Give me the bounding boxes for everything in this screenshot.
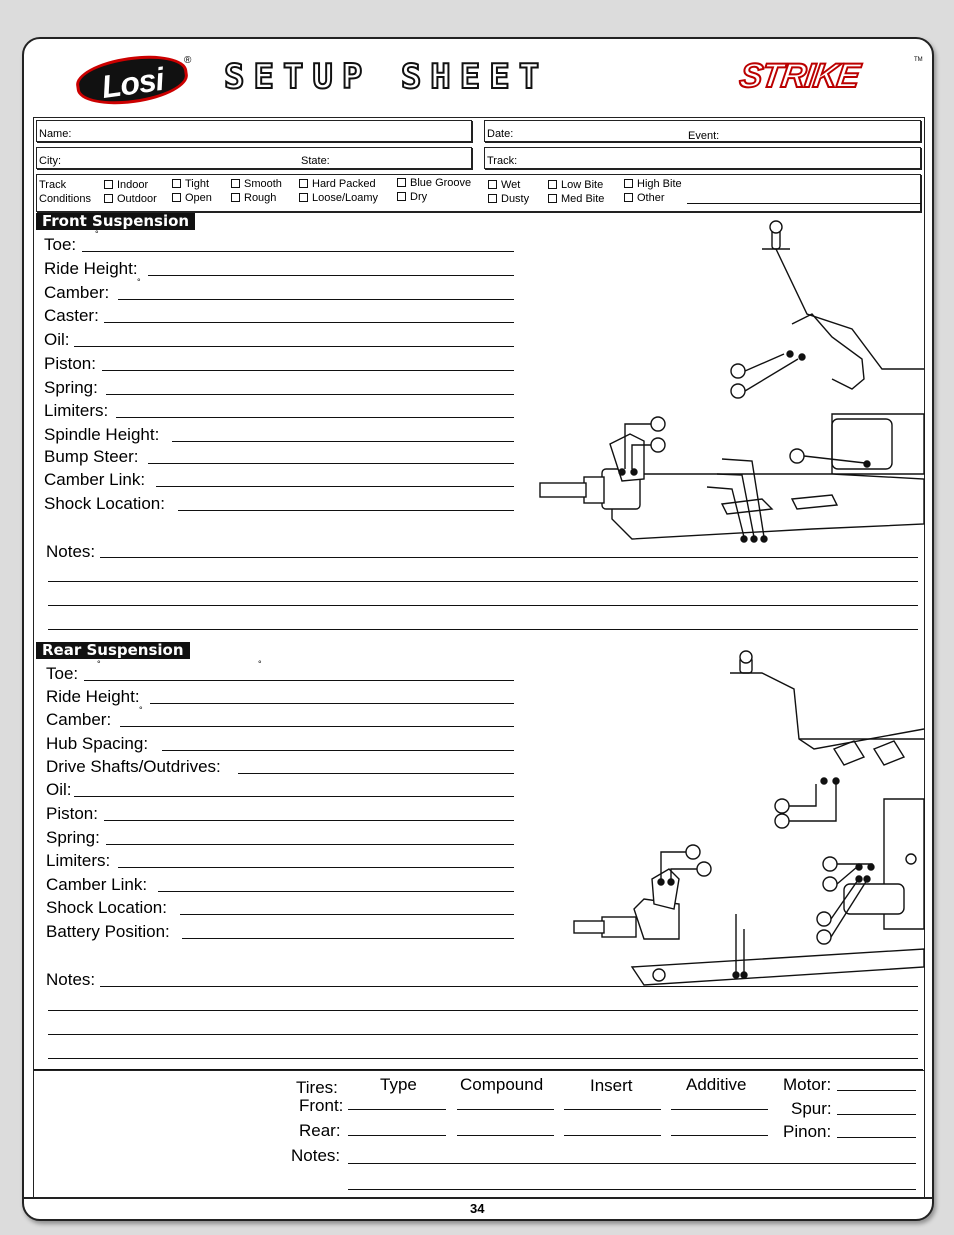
- front-field-label: Camber Link:: [44, 470, 146, 489]
- front-notes-label: Notes:: [46, 542, 96, 561]
- front-field-label: Piston:: [44, 354, 96, 373]
- rear-field-label: Battery Position:: [46, 922, 170, 941]
- event-label: Event:: [688, 130, 720, 142]
- tires-notes-line[interactable]: [348, 1180, 916, 1190]
- rear-field-label: Camber Link:: [46, 875, 148, 894]
- front-insert-line[interactable]: [564, 1103, 661, 1110]
- checkbox-wet[interactable]: Wet: [488, 179, 520, 191]
- conditions-label-conditions: Conditions: [39, 193, 91, 205]
- setup-sheet-page: [22, 37, 934, 1221]
- checkbox-indoor[interactable]: Indoor: [104, 179, 148, 191]
- front-field-label: Bump Steer:: [44, 447, 139, 466]
- front-field-line[interactable]: [148, 263, 514, 276]
- rear-field-line[interactable]: [84, 668, 514, 681]
- rear-field-line[interactable]: [182, 926, 514, 939]
- rear-field-line[interactable]: [106, 832, 514, 845]
- front-field-label: Limiters:: [44, 401, 109, 420]
- tires-label: Tires:: [296, 1078, 338, 1097]
- front-additive-line[interactable]: [671, 1103, 768, 1110]
- front-field-label: Oil:: [44, 330, 70, 349]
- rear-field-label: Oil:: [46, 780, 72, 799]
- rear-notes-line[interactable]: [48, 1044, 918, 1059]
- front-field-label: Ride Height:: [44, 259, 138, 278]
- rear-additive-line[interactable]: [671, 1129, 768, 1136]
- rear-field-label: Spring:: [46, 828, 100, 847]
- trademark-mark: TM: [914, 57, 923, 63]
- front-field-line[interactable]: [74, 334, 514, 347]
- rear-field-label: Ride Height:: [46, 687, 140, 706]
- page-title: SETUP SHEET: [224, 57, 549, 97]
- checkbox-outdoor[interactable]: Outdoor: [104, 193, 157, 205]
- rear-field-label: Camber:: [46, 710, 112, 729]
- front-type-line[interactable]: [348, 1103, 446, 1110]
- rear-field-line[interactable]: [158, 879, 514, 892]
- conditions-label-track: Track: [39, 179, 67, 191]
- front-notes-line[interactable]: [48, 615, 918, 630]
- track-conditions-box: [36, 174, 921, 212]
- checkbox-tight[interactable]: Tight: [172, 178, 209, 190]
- city-state-field[interactable]: [36, 147, 472, 169]
- checkbox-open[interactable]: Open: [172, 192, 212, 204]
- rear-field-line[interactable]: [74, 784, 514, 797]
- tires-notes-line[interactable]: [348, 1154, 916, 1164]
- degree-mark: °: [95, 229, 99, 239]
- page-number: 34: [470, 1201, 485, 1216]
- registered-mark: ®: [184, 55, 192, 66]
- front-field-line[interactable]: [148, 451, 514, 464]
- checkbox-dry[interactable]: Dry: [397, 191, 427, 203]
- pinion-line[interactable]: [837, 1130, 916, 1138]
- rear-type-line[interactable]: [348, 1129, 446, 1136]
- front-field-line[interactable]: [116, 405, 514, 418]
- front-field-label: Caster:: [44, 306, 99, 325]
- rear-field-label: Limiters:: [46, 851, 111, 870]
- rear-insert-line[interactable]: [564, 1129, 661, 1136]
- date-event-field[interactable]: [484, 120, 921, 142]
- tires-column-compound: Compound: [460, 1075, 544, 1094]
- front-notes-line[interactable]: [48, 567, 918, 582]
- pinion-label: Pinon:: [783, 1122, 832, 1141]
- track-field[interactable]: [484, 147, 921, 169]
- rear-field-label: Toe:: [46, 664, 79, 683]
- checkbox-high-bite[interactable]: High Bite: [624, 178, 682, 190]
- rear-field-line[interactable]: [180, 902, 514, 915]
- front-field-line[interactable]: [106, 382, 514, 395]
- tires-column-additive: Additive: [686, 1075, 747, 1094]
- degree-mark: °: [139, 705, 143, 715]
- name-field[interactable]: [36, 120, 472, 142]
- date-label: Date:: [487, 128, 514, 140]
- rear-field-label: Shock Location:: [46, 898, 167, 917]
- rear-notes-line[interactable]: [48, 996, 918, 1011]
- front-suspension-diagram: [532, 219, 924, 519]
- front-field-line[interactable]: [102, 358, 514, 371]
- name-label: Name:: [39, 128, 72, 140]
- front-field-label: Camber:: [44, 283, 110, 302]
- rear-field-label: Hub Spacing:: [46, 734, 149, 753]
- city-label: City:: [39, 155, 61, 167]
- rear-notes-label: Notes:: [46, 970, 96, 989]
- rear-field-line[interactable]: [150, 691, 514, 704]
- degree-mark: °: [137, 277, 141, 287]
- front-notes-line[interactable]: [100, 543, 918, 558]
- front-field-label: Spring:: [44, 378, 98, 397]
- spur-line[interactable]: [837, 1107, 916, 1115]
- rear-field-line[interactable]: [162, 738, 514, 751]
- state-label: State:: [301, 155, 330, 167]
- front-field-line[interactable]: [82, 239, 514, 252]
- rear-field-line[interactable]: [238, 761, 514, 774]
- front-field-line[interactable]: [178, 498, 514, 511]
- front-field-line[interactable]: [156, 474, 514, 487]
- other-line[interactable]: [687, 203, 921, 204]
- checkbox-loose-loamy[interactable]: Loose/Loamy: [299, 192, 378, 204]
- tires-row-front: Front:: [299, 1096, 344, 1115]
- front-field-line[interactable]: [104, 310, 514, 323]
- strike-logo: STRIKE: [737, 57, 862, 95]
- front-notes-line[interactable]: [48, 591, 918, 606]
- spur-label: Spur:: [791, 1099, 832, 1118]
- motor-label: Motor:: [783, 1075, 832, 1094]
- rear-suspension-header: Rear Suspension: [36, 642, 190, 659]
- checkbox-dusty[interactable]: Dusty: [488, 193, 529, 205]
- motor-line[interactable]: [837, 1083, 916, 1091]
- track-label: Track:: [487, 155, 518, 167]
- front-compound-line[interactable]: [457, 1103, 554, 1110]
- front-field-label: Toe:: [44, 235, 77, 254]
- tires-column-type: Type: [380, 1075, 417, 1094]
- checkbox-hard-packed[interactable]: Hard Packed: [299, 178, 376, 190]
- checkbox-smooth[interactable]: Smooth: [231, 178, 282, 190]
- rear-field-label: Piston:: [46, 804, 98, 823]
- checkbox-other[interactable]: Other: [624, 192, 665, 204]
- rear-field-label: Drive Shafts/Outdrives:: [46, 757, 221, 776]
- tires-row-rear: Rear:: [299, 1121, 341, 1140]
- rear-compound-line[interactable]: [457, 1129, 554, 1136]
- rear-field-line[interactable]: [104, 808, 514, 821]
- front-suspension-header: Front Suspension: [36, 213, 195, 230]
- tires-column-insert: Insert: [590, 1076, 633, 1095]
- front-field-label: Shock Location:: [44, 494, 165, 513]
- checkbox-med-bite[interactable]: Med Bite: [548, 193, 604, 205]
- front-field-line[interactable]: [172, 429, 514, 442]
- rear-field-line[interactable]: [120, 714, 514, 727]
- degree-mark: °: [97, 659, 101, 669]
- front-field-line[interactable]: [118, 287, 514, 300]
- front-field-label: Spindle Height:: [44, 425, 160, 444]
- tires-notes-label: Notes:: [291, 1146, 341, 1165]
- checkbox-rough[interactable]: Rough: [231, 192, 276, 204]
- losi-logo: Losi: [73, 49, 190, 110]
- checkbox-low-bite[interactable]: Low Bite: [548, 179, 603, 191]
- rear-notes-line[interactable]: [48, 1020, 918, 1035]
- rear-suspension-diagram: [544, 649, 924, 949]
- degree-mark: °: [258, 659, 262, 669]
- rear-field-line[interactable]: [118, 855, 514, 868]
- checkbox-blue-groove[interactable]: Blue Groove: [397, 177, 471, 189]
